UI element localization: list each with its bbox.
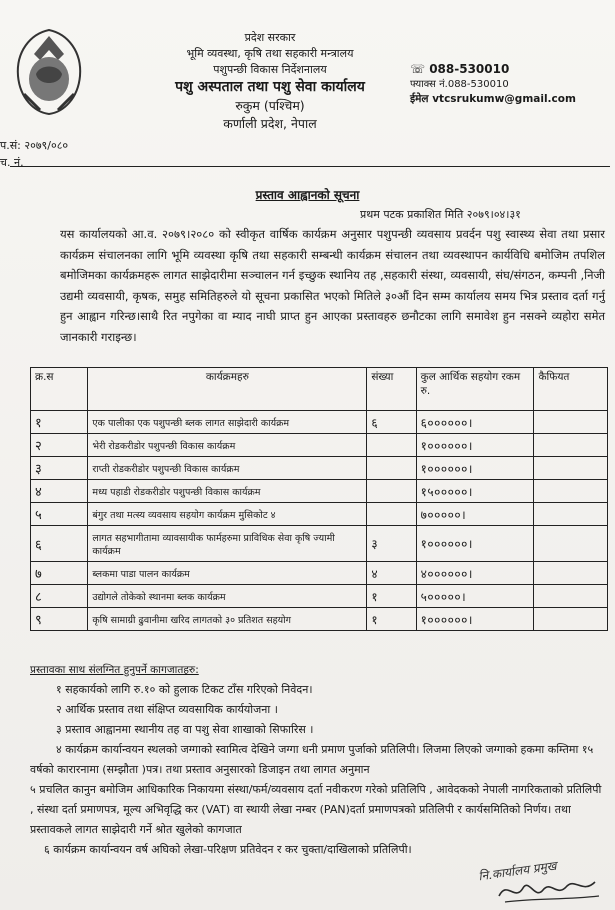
row-amount: ५०००००। bbox=[416, 585, 534, 608]
row-amount: १५०००००। bbox=[416, 480, 534, 503]
table-row bbox=[31, 503, 608, 526]
row-amount: ६००००००। bbox=[416, 411, 534, 434]
attachments-section bbox=[30, 660, 605, 860]
letterhead-line3: पशुपन्छी विकास निर्देशनालय bbox=[213, 63, 327, 76]
row-sn: २ bbox=[31, 434, 88, 457]
phone-icon: ☏ bbox=[410, 62, 430, 76]
row-sn: ६ bbox=[31, 526, 88, 562]
letterhead-line1: प्रदेश सरकार bbox=[244, 31, 296, 44]
row-program: बंगुर तथा मत्स्य व्यवसाय सहयोग कार्यक्रम मुसिकोट ४ bbox=[88, 503, 367, 526]
notice-body: यस कार्यालयको आ.व. २०७९।२०८० को स्वीकृत वार्षिक कार्यक्रम अनुसार पशुपन्छी व्यवसाय प्रवर्दन पशु स्वास्थ्य सेवा तथा प्रसार कार्यक्रम संचालनका लागि भूमि व्यवस्था कृषि तथा सहकारी सम्बन्धी कार्यक्रम संचालन तथा व्यवस्थापन कार्यविधि बमोजिम तपशिल बमोजिमका कार्यक्रमहरू लागत साझेदारीमा सञ्चालन गर्न इच्छुक स्थानिय तह ,सहकारी संस्था, व्यवसायी, संघ/संगठन, कम्पनी ,निजी उद्यमी व्यवसायी, कृषक, समुह समितिहरुले यो सूचना प्रकासित भएको मितिले ३०औं दिन सम्म कार्यालय समय भित्र प्रस्ताव दर्ता गर्नु हुन आह्वान गरिन्छ।साथै रित नपुगेका वा म्याद नाघी प्राप्त हुन आएका प्रस्तावहरु छनौटका लागि समावेश हुन नसक्ने व्यहोरा समेत जानकारी गराइन्छ। bbox=[60, 227, 605, 344]
row-count: ४ bbox=[367, 562, 416, 585]
contact-block bbox=[410, 62, 576, 107]
table-row bbox=[31, 585, 608, 608]
row-program: उद्योगले तोकेको स्थानमा ब्लक कार्यक्रम bbox=[88, 585, 367, 608]
letterhead bbox=[120, 30, 420, 133]
row-program: एक पालीका एक पशुपन्छी ब्लक लागत साझेदारी कार्यक्रम bbox=[88, 411, 367, 434]
row-program: कृषि सामाग्री ढुवानीमा खरिद लागतको ३० प्रतिशत सहयोग bbox=[88, 608, 367, 631]
row-remarks bbox=[534, 503, 608, 526]
row-count: १ bbox=[367, 608, 416, 631]
row-sn: ३ bbox=[31, 457, 88, 480]
row-amount: १००००००। bbox=[416, 526, 534, 562]
attachment-item: २ आर्थिक प्रस्ताव तथा संक्षिप्त व्यवसायिक कार्ययोजना । bbox=[56, 703, 278, 716]
notice-title: प्रस्ताव आह्वानको सूचना bbox=[255, 188, 360, 202]
row-program: मध्य पहाडी रोडकरीडोर पशुपन्छी विकास कार्यक्रम bbox=[88, 480, 367, 503]
district-name: रुकुम (पश्चिम) bbox=[235, 98, 305, 113]
handwritten-annotation: नि.कार्यालय प्रमुख bbox=[477, 858, 558, 884]
header-program: कार्यक्रमहरु bbox=[88, 368, 367, 411]
table-row bbox=[31, 457, 608, 480]
row-amount: १००००००। bbox=[416, 434, 534, 457]
attachment-item: १ सहकार्यको लागि रु.१० को हुलाक टिकट टाँस गरिएको निवेदन। bbox=[56, 683, 313, 696]
reference-number: प.सं: २०७९/०८० bbox=[0, 139, 69, 152]
row-count bbox=[367, 457, 416, 480]
row-count: ३ bbox=[367, 526, 416, 562]
row-count bbox=[367, 480, 416, 503]
row-count: १ bbox=[367, 585, 416, 608]
program-table bbox=[30, 367, 608, 631]
row-sn: १ bbox=[31, 411, 88, 434]
row-count: ६ bbox=[367, 411, 416, 434]
province-name: कर्णाली प्रदेश, नेपाल bbox=[223, 116, 317, 131]
row-amount: ४००००००। bbox=[416, 562, 534, 585]
table-header-row bbox=[31, 368, 608, 411]
row-remarks bbox=[534, 526, 608, 562]
table-row bbox=[31, 562, 608, 585]
row-amount: १००००००। bbox=[416, 457, 534, 480]
row-remarks bbox=[534, 608, 608, 631]
table-row bbox=[31, 411, 608, 434]
header-divider bbox=[10, 166, 610, 167]
row-remarks bbox=[534, 585, 608, 608]
header-count: संख्या bbox=[367, 368, 416, 411]
row-count bbox=[367, 503, 416, 526]
row-sn: ८ bbox=[31, 585, 88, 608]
table-row bbox=[31, 434, 608, 457]
header-remarks: कैफियत bbox=[534, 368, 608, 411]
dispatch-number: च. नं. bbox=[0, 156, 24, 169]
signature-icon bbox=[495, 872, 605, 906]
row-sn: ५ bbox=[31, 503, 88, 526]
attachment-item: ५ प्रचलित कानुन बमोजिम आधिकारिक निकायमा संस्था/फर्म/व्यवसाय दर्ता नवीकरण गरेको प्रतिलिपि , आवेदकको नेपाली नागरिकताको प्रतिलिपी , संस्था दर्ता प्रमाणपत्र, मूल्य अभिवृद्धि कर (VAT) वा स्थायी लेखा नम्बर (PAN)दर्ता प्रमाणपत्रको प्रतिलिपी र कार्यसमितिको निर्णय। तथा प्रस्तावकले लागत साझेदारी गर्ने श्रोत खुलेको कागजात bbox=[30, 783, 602, 836]
nepal-emblem-icon bbox=[10, 24, 88, 119]
row-remarks bbox=[534, 434, 608, 457]
row-count bbox=[367, 434, 416, 457]
row-remarks bbox=[534, 562, 608, 585]
office-name: पशु अस्पताल तथा पशु सेवा कार्यालय bbox=[175, 79, 365, 95]
header-sn: क्र.स bbox=[31, 368, 88, 411]
attachment-item: ४ कार्यक्रम कार्यान्वयन स्थलको जग्गाको स्वामित्व देखिने जग्गा धनी प्रमाण पुर्जाको प्रतिलिपी। लिजमा लिएको जग्गाको हकमा कम्तिमा १५ वर्षको कारारनामा (सम्झौता )पत्र। तथा प्रस्ताव अनुसारको डिजाइन तथा लागत अनुमान bbox=[30, 743, 594, 776]
row-sn: ९ bbox=[31, 608, 88, 631]
email-address: ईमेल vtcsrukumw@gmail.com bbox=[410, 93, 576, 105]
attachment-item: ३ प्रस्ताव आह्वानमा स्थानीय तह वा पशु सेवा शाखाको सिफारिस । bbox=[56, 723, 314, 736]
row-program: लागत सहभागीतामा व्यावसायीक फार्महरुमा प्राविधिक सेवा कृषि ज्यामी कार्यक्रम bbox=[88, 526, 367, 562]
row-remarks bbox=[534, 457, 608, 480]
letterhead-line2: भूमि व्यवस्था, कृषि तथा सहकारी मन्त्रालय bbox=[186, 47, 354, 60]
row-program: ब्लकमा पाडा पालन कार्यक्रम bbox=[88, 562, 367, 585]
row-amount: १००००००। bbox=[416, 608, 534, 631]
row-program: भेरी रोडकरीडोर पशुपन्छी विकास कार्यक्रम bbox=[88, 434, 367, 457]
row-sn: ७ bbox=[31, 562, 88, 585]
row-amount: ७०००००। bbox=[416, 503, 534, 526]
attachment-item: ६ कार्यक्रम कार्यान्वयन वर्ष अघिको लेखा-परिक्षण प्रतिवेदन र कर चुक्ता/दाखिलाको प्रतिलिपी। bbox=[44, 843, 412, 856]
row-sn: ४ bbox=[31, 480, 88, 503]
publish-date: प्रथम पटक प्रकाशित मिति २०७९।०४।३१ bbox=[360, 208, 521, 221]
row-remarks bbox=[534, 480, 608, 503]
fax-number: फ्याक्स नं.088-530010 bbox=[410, 79, 509, 90]
phone-number: ☏ 088-530010 bbox=[410, 62, 510, 76]
table-row bbox=[31, 608, 608, 631]
table-row bbox=[31, 480, 608, 503]
row-program: राप्ती रोडकरीडोर पशुपन्छी विकास कार्यक्रम bbox=[88, 457, 367, 480]
table-row bbox=[31, 526, 608, 562]
row-remarks bbox=[534, 411, 608, 434]
header-amount: कुल आर्थिक सहयोग रकम रु. bbox=[416, 368, 534, 411]
attachments-heading: प्रस्तावका साथ संलग्नित हुनुपर्ने कागजातहरु: bbox=[30, 664, 199, 676]
